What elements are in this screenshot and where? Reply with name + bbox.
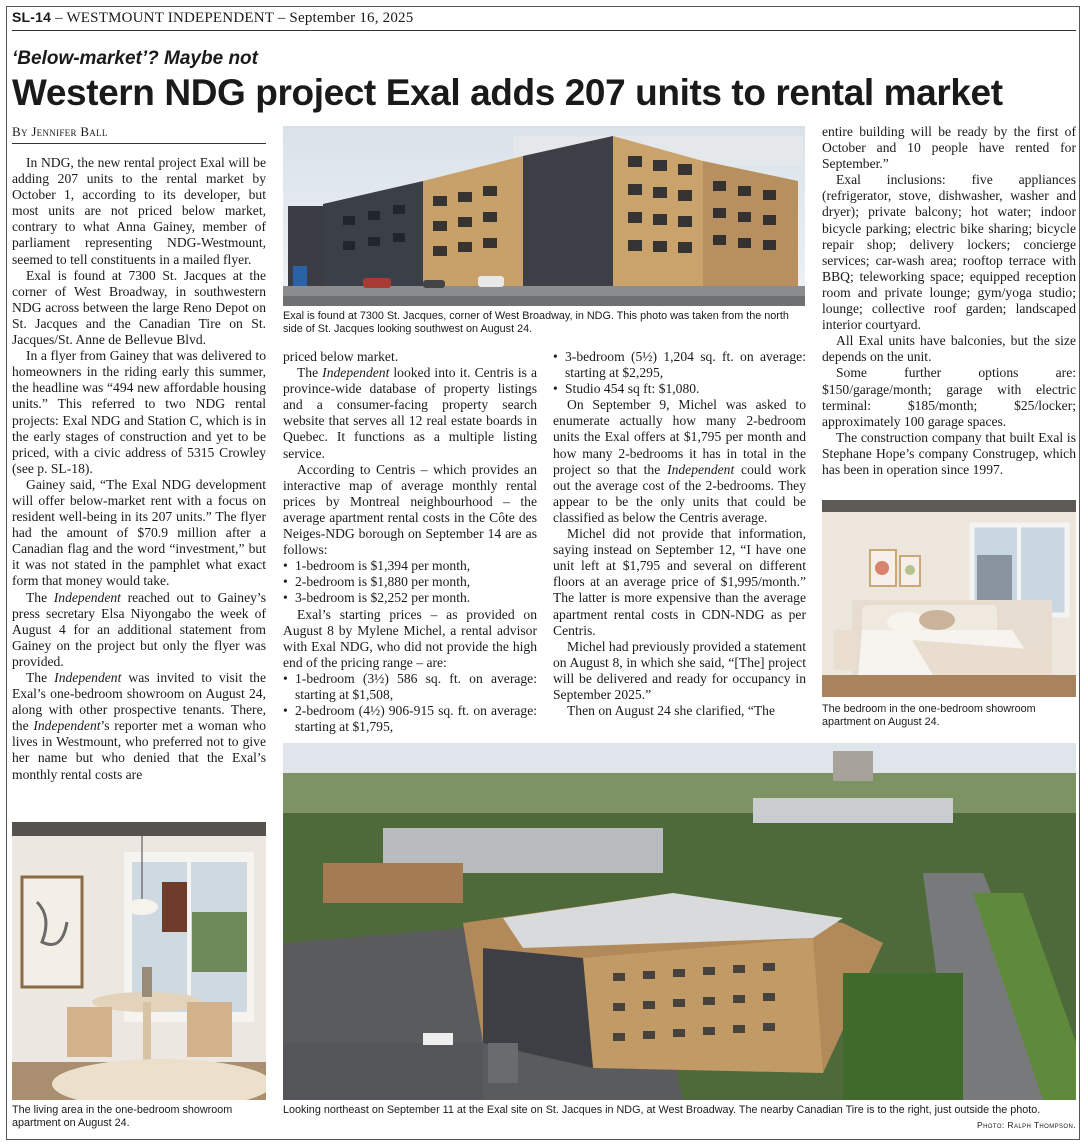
page-folio bbox=[12, 9, 413, 27]
building-caption: Exal is found at 7300 St. Jacques, corner of West Broadway, in NDG. This photo was taken from the north side of St. Jacques looking southwest on August 24. bbox=[283, 310, 789, 335]
paragraph: Exal inclusions: five appliances (refrigerator, stove, dishwasher, washer and dryer); private balcony; hot water; indoor bicycle parking; electric bike sharing; bicycle repair shop; delivery lockers; concierge services; car-wash area; rooftop terrace with BBQ; teleworking space; equipped reception room and private lounge; gym/yoga studio; lounge; collective roof garden; landscaped interior courtyard. bbox=[822, 172, 1076, 333]
exal-price-list-continued bbox=[553, 349, 806, 397]
paragraph: In NDG, the new rental project Exal will be adding 207 units to the rental market by October 1, according to its developer, but most units are not priced below market, contrary to what Anna Gainey, member of parliament representing NDG-Westmount, seemed to tell constituents in a mailed flyer. bbox=[12, 155, 266, 267]
paragraph: The Independent was invited to visit the Exal’s one-bedroom showroom on August 24, along with other prospective tenants. There, the Independent’s reporter met a woman who lives in Westmount, who preferred not to give her name but who denied that the Exal’s monthly rental costs are bbox=[12, 670, 266, 782]
bedroom-photo bbox=[822, 500, 1076, 697]
building-photo bbox=[283, 126, 805, 306]
paragraph: Some further options are: $150/garage/month; garage with electric terminal: $185/month; $25/locker; approximately 100 garage spaces. bbox=[822, 365, 1076, 429]
paragraph: In a flyer from Gainey that was delivered to homeowners in the riding early this summer, the headline was “494 new affordable housing units.” This referred to two NDG rental projects: Exal NDG and Station C, which is in the early stages of construction and yet to be priced, with a civic address of 5315 Crowley (see p. SL-18). bbox=[12, 348, 266, 476]
list-item: • 1-bedroom (3½) 586 sq. ft. on average: starting at $1,508, bbox=[283, 671, 537, 703]
column-4 bbox=[822, 124, 1076, 478]
byline: By Jennifer Ball bbox=[12, 124, 266, 144]
list-item: • 2-bedroom is $1,880 per month, bbox=[283, 574, 537, 590]
photo-credit: Photo: Ralph Thompson. bbox=[977, 1120, 1076, 1130]
aerial-photo bbox=[283, 743, 1076, 1100]
aerial-caption: Looking northeast on September 11 at the Exal site on St. Jacques in NDG, at West Broadway. The nearby Canadian Tire is to the right, just outside the photo. bbox=[283, 1104, 1041, 1116]
paragraph: Then on August 24 she clarified, “The bbox=[567, 703, 776, 719]
list-item: • Studio 454 sq ft: $1,080. bbox=[553, 381, 806, 397]
paragraph: Gainey said, “The Exal NDG development will offer below-market rent with a focus on resident well-being in its 207 units.” The flyer had the amount of $70.9 million after a Canadian flag and the word “investment,” but it was not stated in the pamphlet what exact form that money would take. bbox=[12, 476, 266, 589]
paragraph: On September 9, Michel was asked to enumerate actually how many 2-bedroom units the Exal offers at $1,795 per month and how many 2-bedrooms it has in total in the project so that the Independent could work out the average cost of the 2-bedrooms. They appear to be the only units that could be classified as below the Centris average. bbox=[553, 397, 807, 525]
paragraph: Exal’s starting prices – as provided on August 8 by Mylene Michel, a rental advisor with Exal NDG, who did not provide the high end of the pricing range – are: bbox=[283, 606, 537, 670]
paragraph: entire building will be ready by the first of October and 10 people have rented for September.” bbox=[822, 124, 1076, 172]
living-room-photo bbox=[12, 822, 266, 1100]
list-item: • 3-bedroom is $2,252 per month. bbox=[283, 590, 537, 606]
paragraph: All Exal units have balconies, but the size depends on the unit. bbox=[822, 333, 1076, 365]
folio-text: – WESTMOUNT INDEPENDENT – September 16, 2025 bbox=[51, 10, 414, 26]
paragraph: Exal is found at 7300 St. Jacques at the corner of West Broadway, in southwestern NDG across between the large Reno Depot on St. Jacques and the Canadian Tire on St. Jacques/St. Anne de Bellevue Blvd. bbox=[12, 267, 266, 348]
column-2 bbox=[283, 349, 537, 735]
column-3 bbox=[553, 349, 806, 719]
paragraph: Michel did not provide that information, saying instead on September 12, “I have one unit left at $1,795 and several on different floors at an average price of $1,995/month.” The latter is more expensive than the average apartment rental costs in CDN-NDG as per Centris. bbox=[553, 526, 806, 638]
paragraph: According to Centris – which provides an interactive map of average monthly rental prices by Montreal neighbourhood – the average apartment rental costs in the Côte des Neiges-NDG borough on September 14 are as follows: bbox=[283, 461, 537, 558]
paragraph: The Independent reached out to Gainey’s press secretary Elsa Niyongabo the week of August 4 for an additional statement from Gainey on the project but only the flyer was provided. bbox=[12, 589, 266, 669]
paragraph: The Independent looked into it. Centris is a province-wide database of property listings and a consumer-facing property search website that serves all 12 real estate boards in Quebec. It functions as a multiple listing service. bbox=[283, 365, 537, 461]
list-item: • 3-bedroom (5½) 1,204 sq. ft. on average: starting at $2,295, bbox=[553, 349, 806, 381]
exal-price-list bbox=[283, 671, 537, 735]
page-number: SL-14 bbox=[12, 9, 52, 25]
paragraph: priced below market. bbox=[283, 349, 399, 364]
headline: Western NDG project Exal adds 207 units to rental market bbox=[12, 72, 1003, 113]
living-room-caption: The living area in the one-bedroom showroom apartment on August 24. bbox=[12, 1104, 233, 1129]
paragraph: The construction company that built Exal is Stephane Hope’s company Construgep, which has been in operation since 1997. bbox=[822, 429, 1076, 477]
bedroom-caption: The bedroom in the one-bedroom showroom apartment on August 24. bbox=[822, 703, 1036, 728]
list-item: • 1-bedroom is $1,394 per month, bbox=[283, 558, 537, 574]
paragraph: Michel had previously provided a statement on August 8, in which she said, “[The] project will be delivered and ready for occupancy in September 2025.” bbox=[553, 638, 806, 702]
folio-rule bbox=[12, 30, 1076, 31]
list-item: • 2-bedroom (4½) 906-915 sq. ft. on average: starting at $1,795, bbox=[283, 703, 537, 735]
centris-price-list bbox=[283, 558, 537, 606]
column-1 bbox=[12, 155, 266, 783]
kicker: ‘Below-market’? Maybe not bbox=[12, 48, 258, 69]
